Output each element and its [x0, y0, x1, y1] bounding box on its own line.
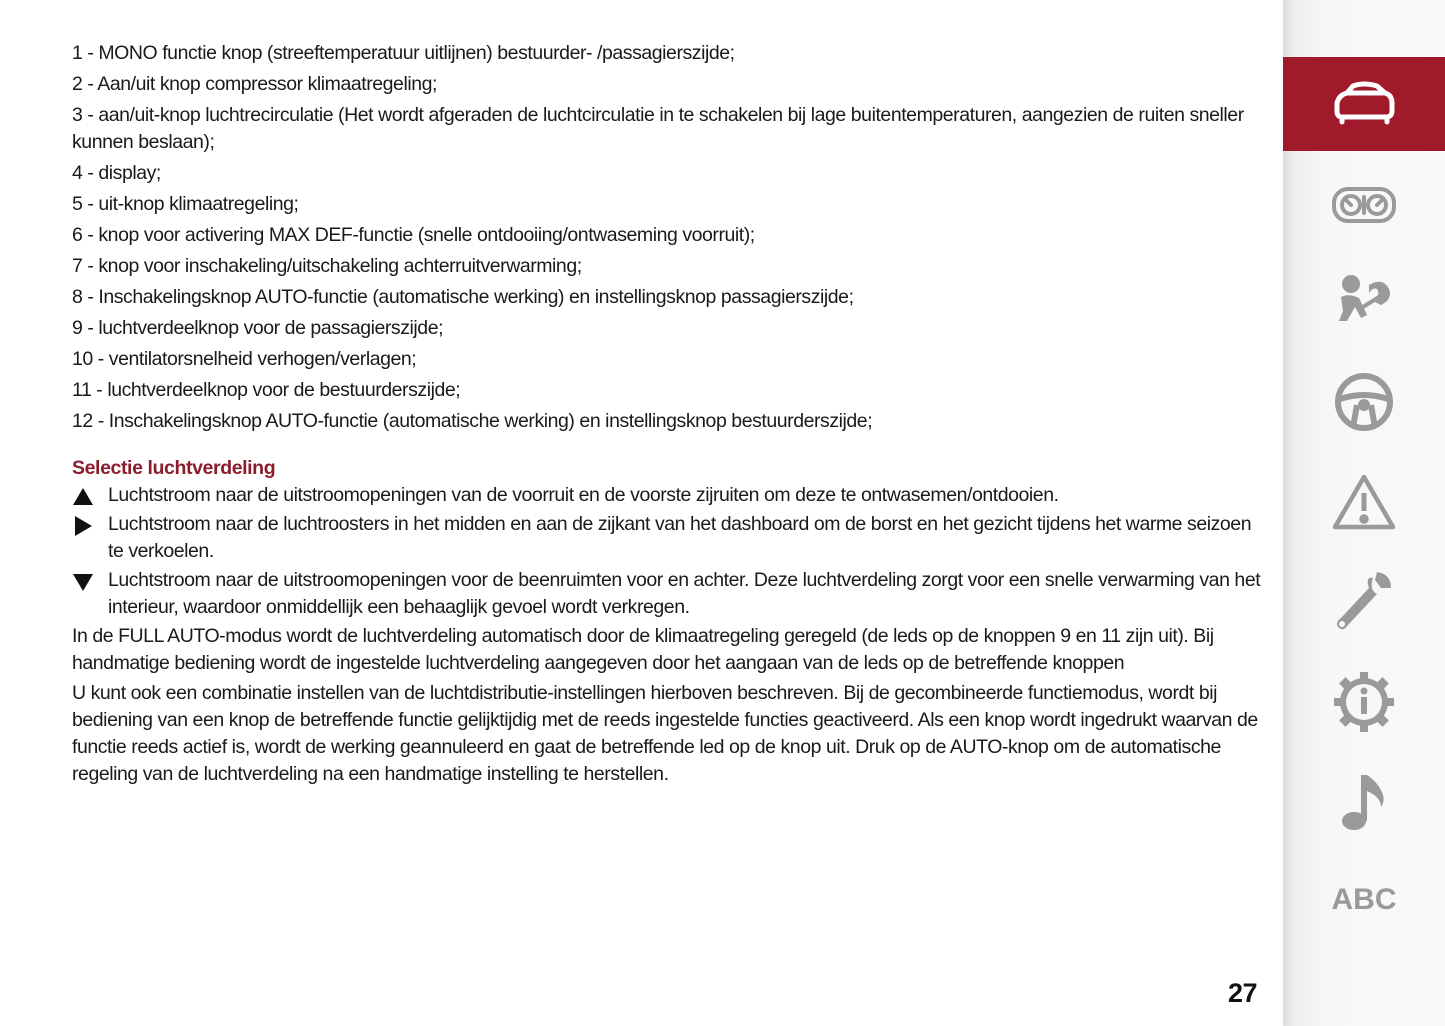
- sidebar-item-multimedia[interactable]: [1283, 755, 1445, 849]
- music-note-icon: [1339, 771, 1389, 833]
- section-title: Selectie luchtverdeling: [72, 457, 276, 479]
- car-icon: [1331, 81, 1397, 127]
- sidebar-item-dashboard[interactable]: [1283, 158, 1445, 252]
- sidebar-item-vehicle[interactable]: [1283, 57, 1445, 151]
- wrench-icon: [1333, 568, 1395, 636]
- bullet-text: Luchtstroom naar de luchtroosters in het midden en aan de zijkant van het dashboard om de borst en het gezicht tijdens het warme seizoen te verkoelen.: [108, 513, 1252, 562]
- sidebar-item-maintenance[interactable]: [1283, 555, 1445, 649]
- chapter-sidebar: [1283, 0, 1445, 1026]
- list-item: 1 - MONO functie knop (streeftemperatuur uitlijnen) bestuurder- /passagierszijde;: [72, 42, 735, 64]
- page-content: [72, 40, 1262, 788]
- dashboard-gauges-icon: [1331, 183, 1397, 227]
- list-item: 7 - knop voor inschakeling/uitschakeling achterruitverwarming;: [72, 255, 582, 277]
- sidebar-item-technical-data[interactable]: [1283, 655, 1445, 749]
- list-item: 2 - Aan/uit knop compressor klimaatregeling;: [72, 73, 437, 95]
- sidebar-item-safety[interactable]: [1283, 255, 1445, 349]
- sidebar-item-index[interactable]: [1283, 853, 1445, 947]
- list-item: 8 - Inschakelingsknop AUTO-functie (automatische werking) en instellingsknop passagierszijde;: [72, 286, 854, 308]
- bullet-item-up: [72, 482, 1262, 509]
- bullet-text: Luchtstroom naar de uitstroomopeningen van de voorruit en de voorste zijruiten om deze te ontwasemen/ontdooien.: [108, 484, 1059, 506]
- list-item: 3 - aan/uit-knop luchtrecirculatie (Het wordt afgeraden de luchtcirculatie in te schakelen bij lage buitentemperaturen, aangezien de ruiten sneller kunnen beslaan);: [72, 104, 1244, 153]
- list-item: 11 - luchtverdeelknop voor de bestuurderszijde;: [72, 379, 461, 401]
- page-number: 27: [1228, 978, 1258, 1008]
- list-item: 9 - luchtverdeelknop voor de passagierszijde;: [72, 317, 444, 339]
- sidebar-item-emergency[interactable]: [1283, 455, 1445, 549]
- list-item: 5 - uit-knop klimaatregeling;: [72, 193, 299, 215]
- arrow-up-icon: [72, 486, 94, 508]
- paragraph: In de FULL AUTO-modus wordt de luchtverdeling automatisch door de klimaatregeling geregeld (de leds op de knoppen 9 en 11 zijn uit). Bij handmatige bediening wordt de ingestelde luchtverdeling aangegeven door het aangaan van de leds op de betreffende knoppen: [72, 625, 1214, 674]
- list-item: 10 - ventilatorsnelheid verhogen/verlagen;: [72, 348, 417, 370]
- arrow-down-icon: [72, 571, 94, 593]
- list-item: 12 - Inschakelingsknop AUTO-functie (automatische werking) en instellingsknop bestuurderszijde;: [72, 410, 873, 432]
- paragraph: U kunt ook een combinatie instellen van de luchtdistributie-instellingen hierboven beschreven. Bij de gecombineerde functiemodus, wordt bij bediening van een knop de betreffende functie gelijktijdig met de reeds ingestelde functies geactiveerd. Als een knop wordt ingedrukt waarvan de functie reeds actief is, wordt de werking geannuleerd en gaat de betreffende led op de knop uit. Druk op de AUTO-knop om de automatische regeling van de luchtverdeling na een handmatige instelling te herstellen.: [72, 682, 1258, 785]
- list-item: 6 - knop voor activering MAX DEF-functie (snelle ontdooiing/ontwaseming voorruit);: [72, 224, 755, 246]
- abc-icon: ABC: [1331, 883, 1397, 916]
- warning-triangle-icon: [1332, 473, 1396, 531]
- sidebar-item-driving[interactable]: [1283, 355, 1445, 449]
- list-item: 4 - display;: [72, 162, 161, 184]
- bullet-text: Luchtstroom naar de uitstroomopeningen voor de beenruimten voor en achter. Deze luchtverdeling zorgt voor een snelle verwarming van het interieur, waardoor onmiddellijk een behaaglijk gevoel wordt verkregen.: [108, 569, 1261, 618]
- bullet-item-right: [72, 511, 1262, 565]
- steering-wheel-icon: [1333, 371, 1395, 433]
- numbered-list: [72, 40, 1262, 435]
- bullet-item-down: [72, 567, 1262, 621]
- airbag-icon: [1333, 271, 1395, 333]
- info-gear-icon: [1332, 670, 1396, 734]
- arrow-right-icon: [72, 515, 94, 537]
